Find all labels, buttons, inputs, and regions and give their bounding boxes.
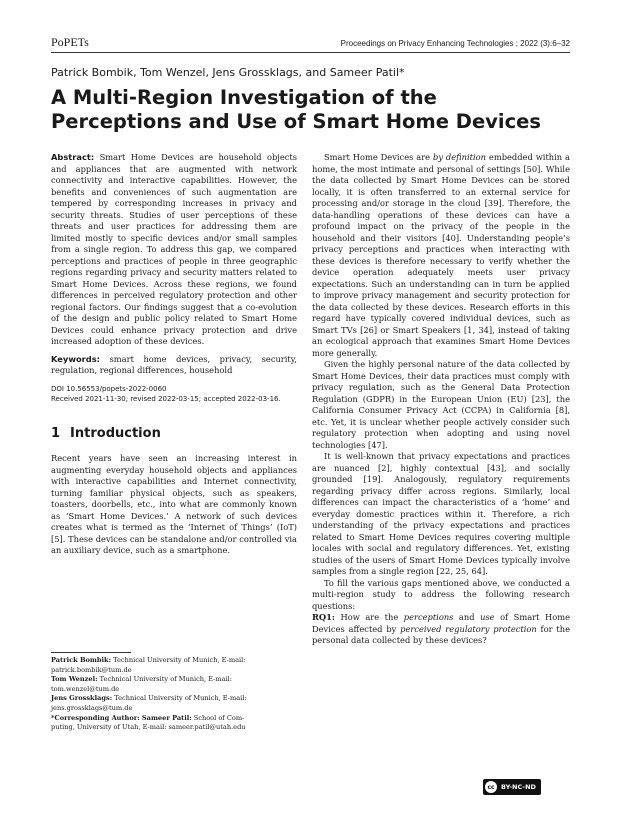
footnote-patil [51, 714, 297, 733]
creative-commons-icon: cc [485, 781, 497, 793]
title-line-2: Perceptions and Use of Smart Home Devices [51, 110, 541, 133]
intro-paragraph-2 [312, 152, 570, 359]
cc-license-badge[interactable] [483, 779, 541, 795]
keywords-label: Keywords: [51, 353, 100, 364]
p1-emphasis: by definition [433, 152, 487, 162]
rq1-em-use: use [480, 612, 495, 622]
footnote-author-name: *Corresponding Author: Sameer Patil: [51, 713, 192, 722]
footnote-affiliation: Technical University of Munich, E-mail: [97, 675, 233, 684]
footnote-wenzel [51, 675, 297, 694]
rq1-em-perceptions: perceptions [403, 612, 454, 622]
abstract-text: Smart Home Devices are household objects and appliances that are augmented with network connectivity and interactive capabilities. However, the benefits and conveniences of such augmentation are tempered by corresponding increases in privacy and security threats. Studies of user perceptions of these threats and user practices for addressing them are limited mostly to specific devices and/or small samples from a single region. To address this gap, we compared perceptions and practices of people in three geographic regions regarding privacy and security matters related to Smart Home Devices. Across these regions, we found differences in perceived regulatory protection and other regional factors. Our findings suggest that a co-evolution of the design and public policy related to Smart Home Devices could enhance privacy protection and drive increased adoption of these devices. [51, 152, 298, 346]
intro-paragraph-4: It is well-known that privacy expectations and practices are nuanced [2], highly contextual [43], and socially grounded [19]. Analogously, regulatory requirements regarding privacy differ across regions. Similarly, local differences can impact the characteristics of a ‘home’ and everyday domestic practices within it. Therefore, a rich understanding of the privacy expectations and practices related to Smart Home Devices requires covering multiple locales with social and regulatory differences. Yet, existing studies of the users of Smart Home Devices typically involve samples from a single region [22, 25, 64]. [312, 451, 570, 576]
received-dates: Received 2021-11-30; revised 2022-03-15; accepted 2022-03-16. [51, 394, 281, 403]
footnote-affiliation: School of Com- [191, 713, 245, 722]
keywords-text: smart home devices, privacy, security, regulation, regional differences, household [51, 353, 297, 375]
section-number: 1 [51, 425, 61, 441]
section-heading-introduction [51, 425, 297, 441]
header-rule [51, 52, 570, 53]
rq1-text-a: How are the [334, 612, 404, 622]
rq1-em-regulatory: perceived regulatory protection [400, 623, 537, 634]
p1-start: Smart Home Devices are [324, 152, 434, 162]
intro-paragraph-3: Given the highly personal nature of the data collected by Smart Home Devices, their data practices must comply with privacy regulation, such as the General Data Protection Regulation (GDPR) in the European Union (EU) [23], the California Consumer Privacy Act (CCPA) in California [8], etc. Yet, it is unclear whether people actively consider such regulatory protection when adopting and using novel technologies [47]. [312, 359, 570, 450]
rq1-text-d: for the personal data collected by these devices? [312, 623, 570, 645]
proceedings-citation: Proceedings on Privacy Enhancing Technologies ; 2022 (3):6–32 [340, 39, 570, 48]
footnote-rule [51, 652, 131, 653]
license-text: BY-NC-ND [501, 783, 536, 791]
rq1-text-c: of Smart Home Devices affected by [312, 612, 570, 634]
footnote-author-name: Patrick Bombik: [51, 656, 112, 664]
abstract [51, 152, 297, 348]
footnote-email: patrick.bombik@tum.de [51, 665, 132, 674]
p1-rest: embedded within a home, the most intimate and personal of settings [50]. While the data collected by Smart Home Devices can be stored locally, it is often transferred to an external service for processing and/or storage in the cloud [39]. Therefore, the data-handling operations of these devices can have a profound impact on the privacy of the people in the household and their visitors [40]. Understanding people’s privacy perceptions and practices when interacting with these devices is therefore necessary to verify whether the device operation adequately meets user privacy expectations. Such an understanding can in turn be applied to improve privacy management and security protection for the data collected by these devices. Research efforts in this regard have typically covered individual devices, such as Smart TVs [26] or Smart Speakers [1, 34], instead of taking an ecological approach that examines Smart Home Devices more generally. [312, 152, 570, 358]
footnote-bombik [51, 656, 297, 675]
right-column [312, 152, 570, 647]
footnote-affiliation: Technical University of Munich, E-mail: [112, 694, 247, 703]
footnote-email: puting, University of Utah, E-mail: sameer.patil@utah.edu [51, 723, 246, 732]
running-header [51, 35, 570, 50]
footnote-email: jens.grossklags@tum.de [51, 703, 133, 712]
section-title: Introduction [70, 425, 161, 441]
keywords [51, 354, 297, 377]
rq1-label: RQ1: [312, 612, 335, 622]
intro-paragraph-5: To fill the various gaps mentioned above, we conducted a multi-region study to address the following research questions: [312, 577, 570, 611]
footnote-author-name: Tom Wenzel: [51, 675, 98, 684]
research-question-1 [312, 612, 570, 647]
paper-title [51, 86, 571, 134]
author-list: Patrick Bombik, Tom Wenzel, Jens Grossklags, and Sameer Patil* [51, 66, 405, 79]
footnote-grossklags [51, 694, 297, 713]
doi: DOI 10.56553/popets-2022-0060 [51, 384, 167, 393]
intro-paragraph-1: Recent years have seen an increasing interest in augmenting everyday household objects and appliances with interactive capabilities and Internet connectivity, turning familiar physical objects, such as speakers, toasters, doorbells, etc., into what are commonly known as ‘Smart Home Devices.’ A network of such devices creates what is termed as the ‘Internet of Things’ (IoT) [5]. These devices can be standalone and/or controlled via an auxiliary device, such as a smartphone. [51, 453, 297, 555]
rq1-text-b: and [453, 612, 481, 622]
abstract-label: Abstract: [51, 152, 95, 162]
left-column [51, 152, 297, 557]
journal-name: PoPETs [51, 35, 89, 49]
footnote-author-name: Jens Grossklags: [51, 694, 113, 703]
title-line-1: A Multi-Region Investigation of the [51, 86, 437, 109]
footnote-email: tom.wenzel@tum.de [51, 684, 120, 693]
footnote-affiliation: Technical University of Munich, E-mail: [111, 656, 246, 664]
author-footnotes [51, 652, 297, 733]
